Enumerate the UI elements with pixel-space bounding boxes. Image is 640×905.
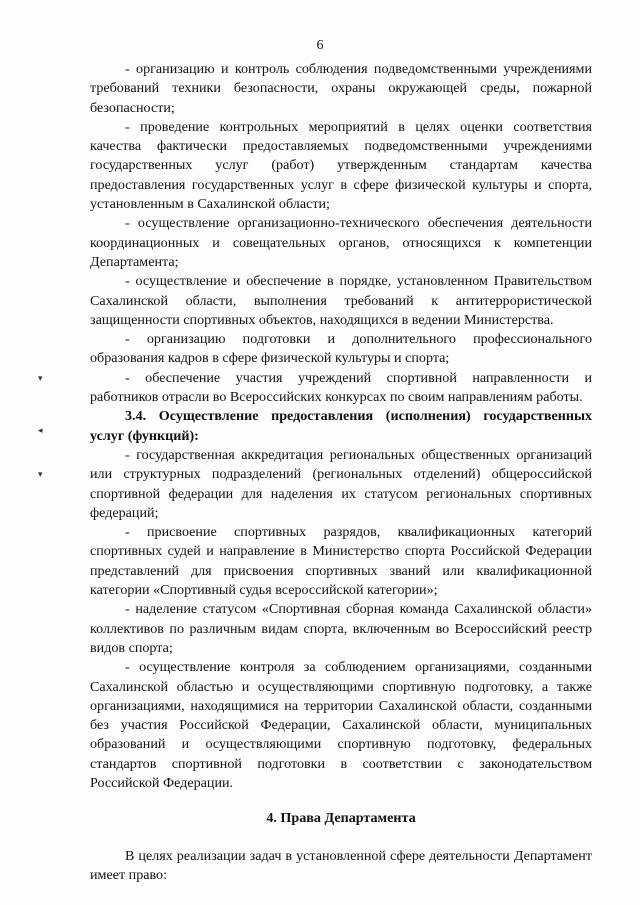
scan-mark: ▾ — [38, 373, 43, 383]
scan-mark: ▾ — [38, 469, 43, 479]
scan-mark: ◂ — [38, 425, 43, 435]
page-number: 6 — [316, 38, 324, 53]
paragraph: В целях реализации задач в установленной сфере деятельности Департамент имеет право: — [90, 847, 592, 883]
section-heading: 3.4. Осуществление предоставления (исполнения) государственных услуг (функций): — [90, 408, 592, 444]
list-item: - наделение статусом «Спортивная сборная команда Сахалинской области» коллективов по различным видам спорта, включенным во Всероссийский реестр видов спорта; — [90, 601, 592, 656]
list-item: - осуществление контроля за соблюдением организациями, созданными Сахалинской областью и осуществляющими спортивную подготовку, а также организациями, находящимися на территории Сахалинской области, созданными без участия Российской Федерации, Сахалинской области, муниципальных образований и осуществляющими спортивную подготовку, федеральных стандартов спортивной подготовки в соответствии с законодательством Российской Федерации. — [90, 659, 592, 791]
list-item: - осуществление и обеспечение в порядке, установленном Правительством Сахалинской области, выполнения требований к антитеррористической защищенности спортивных объектов, находящихся в ведении Министерства. — [90, 273, 592, 328]
list-item: - осуществление организационно-технического обеспечения деятельности координационных и совещательных органов, относящихся к компетенции Департамента; — [90, 215, 592, 270]
list-item: - организацию и контроль соблюдения подведомственными учреждениями требований техники безопасности, охраны окружающей среды, пожарной безопасности; — [90, 61, 592, 116]
document-body — [90, 60, 592, 885]
list-item: - организацию подготовки и дополнительного профессионального образования кадров в сфере физической культуры и спорта; — [90, 331, 592, 367]
list-item: - проведение контрольных мероприятий в целях оценки соответствия качества фактически предоставляемых подведомственными учреждениями государственных услуг (работ) утвержденным стандартам качества предоставления государственных услуг в сфере физической культуры и спорта, установленным в Сахалинской области; — [90, 118, 592, 213]
list-item: - присвоение спортивных разрядов, квалификационных категорий спортивных судей и направление в Министерство спорта Российской Федерации представлений для присвоения спортивных званий или квалификационной категории «Спортивный судья всероссийской категории»; — [90, 524, 592, 599]
list-item: - обеспечение участия учреждений спортивной направленности и работников отрасли во Всероссийских конкурсах по своим направлениям работы. — [90, 369, 592, 406]
list-item: - государственная аккредитация региональных общественных организаций или структурных подразделений (региональных отделений) общероссийской спортивной федерации для наделения их статусом региональных спортивных федераций; — [90, 446, 592, 521]
section-title: 4. Права Департамента — [266, 810, 416, 827]
